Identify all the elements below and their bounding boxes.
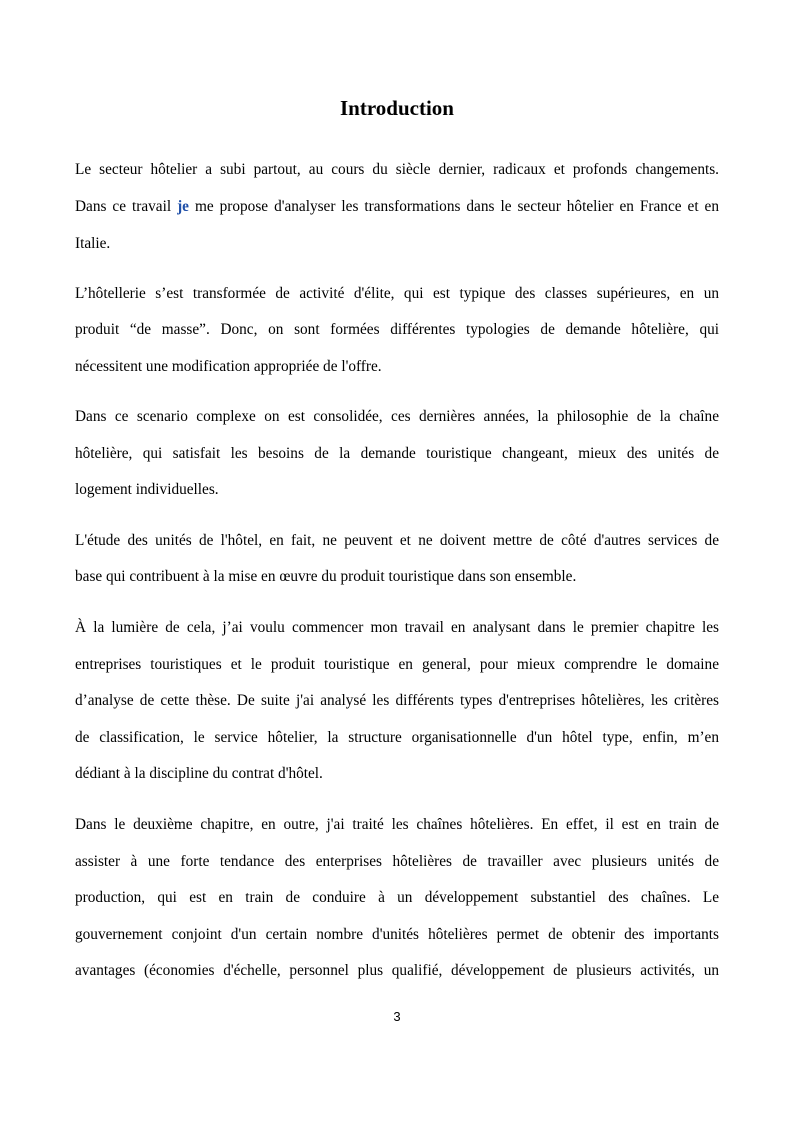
text-line: L’hôtellerie s’est transformée de activité d'élite, qui est typique des classes supérieures, en un: [75, 285, 719, 302]
text-line: logement individuelles.: [75, 481, 219, 498]
text-line: L'étude des unités de l'hôtel, en fait, ne peuvent et ne doivent mettre de côté d'autres services de: [75, 532, 719, 549]
text-line: assister à une forte tendance des enterprises hôtelières de travailler avec plusieurs unités de: [75, 853, 719, 870]
text-line: dédiant à la discipline du contrat d'hôtel.: [75, 765, 323, 782]
page-title: Introduction: [340, 96, 454, 120]
text-line: hôtelière, qui satisfait les besoins de la demande touristique changeant, mieux des unités de: [75, 445, 719, 462]
text-span: Dans ce travail: [75, 198, 178, 215]
text-line: de classification, le service hôtelier, la structure organisationnelle d'un hôtel type, enfin, m’en: [75, 729, 719, 746]
text-line: Dans le deuxième chapitre, en outre, j'ai traité les chaînes hôtelières. En effet, il est en train de: [75, 816, 719, 833]
text-line: base qui contribuent à la mise en œuvre du produit touristique dans son ensemble.: [75, 568, 577, 585]
text-line: avantages (économies d'échelle, personnel plus qualifié, développement de plusieurs activités, un: [75, 962, 719, 979]
text-line: d’analyse de cette thèse. De suite j'ai analysé les différents types d'entreprises hôtelières, les critères: [75, 692, 719, 709]
text-line: entreprises touristiques et le produit touristique en general, pour mieux comprendre le domaine: [75, 656, 719, 673]
text-line: produit “de masse”. Donc, on sont formées différentes typologies de demande hôtelière, qui: [75, 321, 719, 338]
page-number: 3: [393, 1009, 401, 1024]
text-span: me propose d'analyser les transformations dans le secteur hôtelier en France et en: [188, 198, 719, 215]
text-line: À la lumière de cela, j’ai voulu commencer mon travail en analysant dans le premier chapitre les: [75, 619, 719, 636]
text-line: nécessitent une modification appropriée de l'offre.: [75, 358, 382, 375]
text-line: gouvernement conjoint d'un certain nombre d'unités hôtelières permet de obtenir des importants: [75, 926, 719, 943]
text-line: Le secteur hôtelier a subi partout, au cours du siècle dernier, radicaux et profonds changements.: [75, 161, 719, 178]
text-line: Dans ce scenario complexe on est consolidée, ces dernières années, la philosophie de la chaîne: [75, 408, 719, 425]
text-line: production, qui est en train de conduire à un développement substantiel des chaînes. Le: [75, 889, 719, 906]
highlighted-word: je: [177, 198, 189, 215]
text-line: Italie.: [75, 235, 111, 252]
text-line: [75, 197, 719, 217]
